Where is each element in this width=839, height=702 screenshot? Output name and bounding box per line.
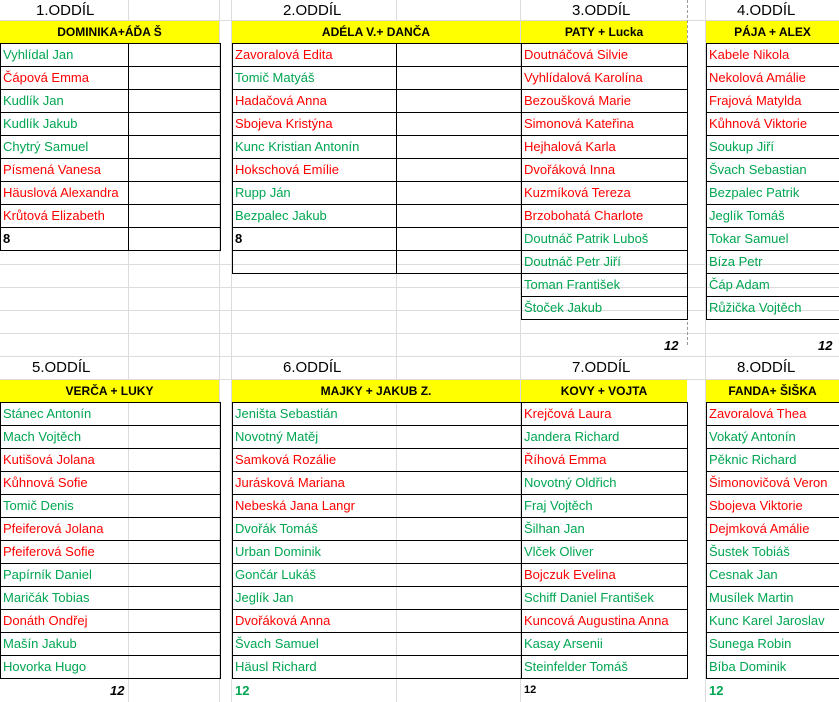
member-row — [522, 136, 688, 159]
member-row — [233, 633, 522, 656]
member-name-cell[interactable]: Kudlík Jan — [1, 90, 129, 113]
member-row — [707, 564, 839, 587]
member-row — [1, 541, 221, 564]
member-name-cell[interactable]: Hejhalová Karla — [522, 136, 688, 159]
member-row — [233, 449, 522, 472]
member-row — [1, 449, 221, 472]
member-row — [707, 449, 839, 472]
member-name-cell[interactable]: Jeništa Sebastián — [233, 403, 522, 426]
member-name-cell[interactable]: Doutnáčová Silvie — [522, 44, 688, 67]
member-row — [233, 541, 522, 564]
member-row — [522, 449, 688, 472]
member-name-cell[interactable]: Šilhan Jan — [522, 518, 688, 541]
member-row — [522, 426, 688, 449]
member-name-cell[interactable]: Tokar Samuel — [707, 228, 839, 251]
member-name-cell[interactable]: Písmená Vanesa — [1, 159, 129, 182]
member-name-cell[interactable]: Urban Dominik — [233, 541, 522, 564]
member-row — [522, 113, 688, 136]
section-6-count: 12 — [235, 683, 250, 698]
empty-cell[interactable] — [397, 136, 522, 159]
member-name-cell[interactable]: Musílek Martin — [707, 587, 839, 610]
member-row — [522, 297, 688, 320]
count-row — [233, 228, 522, 251]
member-row — [233, 113, 522, 136]
member-name-cell[interactable]: Doutnáč Petr Jiří — [522, 251, 688, 274]
member-name-cell[interactable]: Chytrý Samuel — [1, 136, 129, 159]
member-row — [707, 67, 839, 90]
member-row — [707, 159, 839, 182]
section-2-leaders: ADÉLA V.+ DANČA — [232, 21, 520, 43]
section-3-leaders: PATY + Lucka — [521, 21, 687, 43]
member-row — [707, 472, 839, 495]
member-row — [707, 113, 839, 136]
count-row — [1, 228, 221, 251]
section-1-table — [0, 43, 221, 251]
empty-cell[interactable] — [129, 136, 221, 159]
member-name-cell[interactable]: Jandera Richard — [522, 426, 688, 449]
member-name-cell[interactable]: Häuslová Alexandra — [1, 182, 129, 205]
member-row — [522, 587, 688, 610]
empty-cell[interactable] — [397, 251, 522, 274]
empty-cell[interactable] — [397, 182, 522, 205]
member-row — [522, 205, 688, 228]
member-row — [522, 495, 688, 518]
member-name-cell[interactable]: Gončár Lukáš — [233, 564, 522, 587]
member-name-cell[interactable]: Pěknic Richard — [707, 449, 839, 472]
empty-cell[interactable] — [397, 113, 522, 136]
empty-cell[interactable] — [397, 205, 522, 228]
empty-cell[interactable] — [233, 251, 397, 274]
member-name-cell[interactable]: Tomič Denis — [1, 495, 221, 518]
member-name-cell[interactable]: Hovorka Hugo — [1, 656, 221, 679]
member-name-cell[interactable]: Papírník Daniel — [1, 564, 221, 587]
member-row — [1, 67, 221, 90]
member-name-cell[interactable]: Stánec Antonín — [1, 403, 221, 426]
member-row — [522, 518, 688, 541]
member-row — [707, 297, 839, 320]
member-row — [522, 90, 688, 113]
member-row — [233, 587, 522, 610]
member-row — [1, 205, 221, 228]
member-row — [233, 518, 522, 541]
member-name-cell[interactable]: Nebeská Jana Langr — [233, 495, 522, 518]
section-4-leaders: PÁJA + ALEX — [706, 21, 839, 43]
member-row — [707, 518, 839, 541]
section-1-leaders: DOMINIKA+ÁĎA Š — [0, 21, 219, 43]
member-name-cell[interactable]: Sunega Robin — [707, 633, 839, 656]
member-name-cell[interactable]: Kuzmíková Tereza — [522, 182, 688, 205]
member-name-cell[interactable]: Häusl Richard — [233, 656, 522, 679]
member-row — [233, 564, 522, 587]
member-name-cell[interactable]: Jurásková Mariana — [233, 472, 522, 495]
empty-cell[interactable] — [129, 90, 221, 113]
member-name-cell[interactable]: Toman František — [522, 274, 688, 297]
member-row — [233, 182, 522, 205]
member-name-cell[interactable]: Pfeiferová Jolana — [1, 518, 221, 541]
member-name-cell[interactable]: Kůhnová Sofie — [1, 472, 221, 495]
member-name-cell[interactable]: Soukup Jiří — [707, 136, 839, 159]
empty-cell[interactable] — [129, 44, 221, 67]
member-row — [522, 610, 688, 633]
member-name-cell[interactable]: Kabele Nikola — [707, 44, 839, 67]
member-name-cell[interactable]: Bezpalec Jakub — [233, 205, 397, 228]
member-row — [707, 633, 839, 656]
member-row — [1, 136, 221, 159]
member-name-cell[interactable]: Sbojeva Viktorie — [707, 495, 839, 518]
member-name-cell[interactable]: Krůtová Elizabeth — [1, 205, 129, 228]
member-row — [707, 587, 839, 610]
section-5-title: 5.ODDÍL — [32, 359, 91, 376]
member-name-cell[interactable]: Brzobohatá Charlote — [522, 205, 688, 228]
section-7-table — [521, 402, 688, 679]
member-name-cell[interactable]: Bíba Dominik — [707, 656, 839, 679]
section-6-table — [232, 402, 522, 679]
member-name-cell[interactable]: Maričák Tobias — [1, 587, 221, 610]
member-row — [707, 90, 839, 113]
member-row — [1, 113, 221, 136]
member-row — [522, 472, 688, 495]
member-row — [522, 44, 688, 67]
member-name-cell[interactable]: Kunc Karel Jaroslav — [707, 610, 839, 633]
member-row — [1, 472, 221, 495]
member-row — [707, 136, 839, 159]
section-6-title: 6.ODDÍL — [283, 359, 342, 376]
member-name-cell[interactable]: Švach Sebastian — [707, 159, 839, 182]
section-2-title: 2.ODDÍL — [283, 2, 342, 19]
member-name-cell[interactable]: Simonová Kateřina — [522, 113, 688, 136]
member-name-cell[interactable]: Šimonovičová Veron — [707, 472, 839, 495]
member-row — [233, 426, 522, 449]
member-name-cell[interactable]: Cesnak Jan — [707, 564, 839, 587]
member-row — [233, 610, 522, 633]
empty-row — [233, 251, 522, 274]
member-row — [1, 182, 221, 205]
member-name-cell[interactable]: Kudlík Jakub — [1, 113, 129, 136]
member-row — [1, 426, 221, 449]
member-name-cell[interactable]: Pfeiferová Sofie — [1, 541, 221, 564]
member-row — [1, 610, 221, 633]
member-row — [233, 159, 522, 182]
member-name-cell[interactable]: Kutišová Jolana — [1, 449, 221, 472]
member-name-cell[interactable]: Vlček Oliver — [522, 541, 688, 564]
member-row — [1, 44, 221, 67]
empty-cell[interactable] — [129, 159, 221, 182]
section-5-count: 12 — [110, 683, 125, 698]
member-name-cell[interactable]: Hadačová Anna — [233, 90, 397, 113]
empty-cell[interactable] — [397, 228, 522, 251]
member-name-cell[interactable]: Tomič Matyáš — [233, 67, 397, 90]
member-row — [707, 610, 839, 633]
member-name-cell[interactable]: Dvořáková Anna — [233, 610, 522, 633]
section-3-table — [521, 43, 688, 320]
member-name-cell[interactable]: Vokatý Antonín — [707, 426, 839, 449]
member-name-cell[interactable]: Bíza Petr — [707, 251, 839, 274]
empty-cell[interactable] — [129, 67, 221, 90]
member-row — [1, 90, 221, 113]
member-row — [707, 656, 839, 679]
member-row — [233, 44, 522, 67]
member-name-cell[interactable]: Vyhlídalová Karolína — [522, 67, 688, 90]
empty-cell[interactable] — [129, 228, 221, 251]
section-2-count: 8 — [233, 228, 397, 251]
member-row — [522, 656, 688, 679]
section-7-count: 12 — [524, 684, 537, 696]
empty-cell[interactable] — [397, 159, 522, 182]
member-row — [233, 495, 522, 518]
member-name-cell[interactable]: Donáth Ondřej — [1, 610, 221, 633]
section-5-table — [0, 402, 221, 679]
member-row — [522, 541, 688, 564]
member-row — [522, 403, 688, 426]
member-name-cell[interactable]: Fraj Vojtěch — [522, 495, 688, 518]
member-name-cell[interactable]: Mach Vojtěch — [1, 426, 221, 449]
section-8-count: 12 — [709, 683, 724, 698]
section-5-leaders: VERČA + LUKY — [0, 380, 219, 402]
member-name-cell[interactable]: Doutnáč Patrik Luboš — [522, 228, 688, 251]
member-name-cell[interactable]: Švach Samuel — [233, 633, 522, 656]
member-name-cell[interactable]: Vyhlídal Jan — [1, 44, 129, 67]
section-8-title: 8.ODDÍL — [737, 359, 796, 376]
member-name-cell[interactable]: Kuncová Augustina Anna — [522, 610, 688, 633]
empty-cell[interactable] — [129, 205, 221, 228]
section-3-count: 12 — [664, 338, 679, 353]
member-row — [233, 136, 522, 159]
member-row — [707, 541, 839, 564]
member-row — [707, 274, 839, 297]
member-name-cell[interactable]: Rupp Ján — [233, 182, 397, 205]
member-name-cell[interactable]: Zavoralová Thea — [707, 403, 839, 426]
member-name-cell[interactable]: Samková Rozálie — [233, 449, 522, 472]
member-name-cell[interactable]: Novotný Matěj — [233, 426, 522, 449]
member-row — [233, 656, 522, 679]
member-row — [707, 403, 839, 426]
member-name-cell[interactable]: Dvořák Tomáš — [233, 518, 522, 541]
member-row — [233, 403, 522, 426]
member-row — [233, 67, 522, 90]
member-name-cell[interactable]: Jeglík Jan — [233, 587, 522, 610]
member-name-cell[interactable]: Bezoušková Marie — [522, 90, 688, 113]
member-row — [522, 182, 688, 205]
member-name-cell[interactable]: Nekolová Amálie — [707, 67, 839, 90]
empty-cell[interactable] — [397, 67, 522, 90]
member-name-cell[interactable]: Říhová Emma — [522, 449, 688, 472]
member-name-cell[interactable]: Kůhnová Viktorie — [707, 113, 839, 136]
section-4-count: 12 — [818, 338, 833, 353]
member-row — [1, 587, 221, 610]
member-name-cell[interactable]: Krejčová Laura — [522, 403, 688, 426]
empty-cell[interactable] — [397, 90, 522, 113]
member-row — [522, 159, 688, 182]
member-name-cell[interactable]: Dvořáková Inna — [522, 159, 688, 182]
section-8-leaders: FANDA+ ŠIŠKA — [706, 380, 839, 402]
member-row — [707, 44, 839, 67]
member-row — [707, 182, 839, 205]
member-name-cell[interactable]: Dejmková Amálie — [707, 518, 839, 541]
section-8-table — [706, 402, 839, 679]
member-row — [707, 251, 839, 274]
member-name-cell[interactable]: Sbojeva Kristýna — [233, 113, 397, 136]
section-4-title: 4.ODDÍL — [737, 2, 796, 19]
member-row — [522, 228, 688, 251]
member-row — [1, 656, 221, 679]
member-row — [522, 633, 688, 656]
section-1-count: 8 — [1, 228, 129, 251]
member-name-cell[interactable]: Schiff Daniel František — [522, 587, 688, 610]
member-name-cell[interactable]: Šustek Tobiáš — [707, 541, 839, 564]
member-name-cell[interactable]: Hokschová Emílie — [233, 159, 397, 182]
empty-cell[interactable] — [129, 182, 221, 205]
member-name-cell[interactable]: Růžička Vojtěch — [707, 297, 839, 320]
member-row — [1, 518, 221, 541]
member-row — [233, 205, 522, 228]
member-name-cell[interactable]: Čáp Adam — [707, 274, 839, 297]
member-name-cell[interactable]: Zavoralová Edita — [233, 44, 397, 67]
member-name-cell[interactable]: Kunc Kristian Antonín — [233, 136, 397, 159]
member-name-cell[interactable]: Frajová Matylda — [707, 90, 839, 113]
section-7-leaders: KOVY + VOJTA — [521, 380, 687, 402]
member-row — [1, 403, 221, 426]
member-row — [522, 67, 688, 90]
member-name-cell[interactable]: Štoček Jakub — [522, 297, 688, 320]
section-6-leaders: MAJKY + JAKUB Z. — [232, 380, 520, 402]
section-3-title: 3.ODDÍL — [572, 2, 631, 19]
member-name-cell[interactable]: Mašín Jakub — [1, 633, 221, 656]
member-row — [1, 159, 221, 182]
member-row — [707, 228, 839, 251]
member-name-cell[interactable]: Čápová Emma — [1, 67, 129, 90]
empty-cell[interactable] — [129, 113, 221, 136]
member-row — [1, 495, 221, 518]
section-2-table — [232, 43, 522, 274]
section-7-title: 7.ODDÍL — [572, 359, 631, 376]
member-row — [233, 472, 522, 495]
member-name-cell[interactable]: Bojczuk Evelina — [522, 564, 688, 587]
member-row — [707, 495, 839, 518]
member-row — [707, 205, 839, 228]
section-1-title: 1.ODDÍL — [36, 2, 95, 19]
member-row — [522, 274, 688, 297]
member-row — [707, 426, 839, 449]
member-row — [522, 564, 688, 587]
member-name-cell[interactable]: Kasay Arsenii — [522, 633, 688, 656]
member-row — [522, 251, 688, 274]
member-name-cell[interactable]: Novotný Oldřich — [522, 472, 688, 495]
member-name-cell[interactable]: Bezpalec Patrik — [707, 182, 839, 205]
section-4-table — [706, 43, 839, 320]
empty-cell[interactable] — [397, 44, 522, 67]
member-name-cell[interactable]: Jeglík Tomáš — [707, 205, 839, 228]
member-row — [1, 564, 221, 587]
member-row — [1, 633, 221, 656]
member-row — [233, 90, 522, 113]
member-name-cell[interactable]: Steinfelder Tomáš — [522, 656, 688, 679]
